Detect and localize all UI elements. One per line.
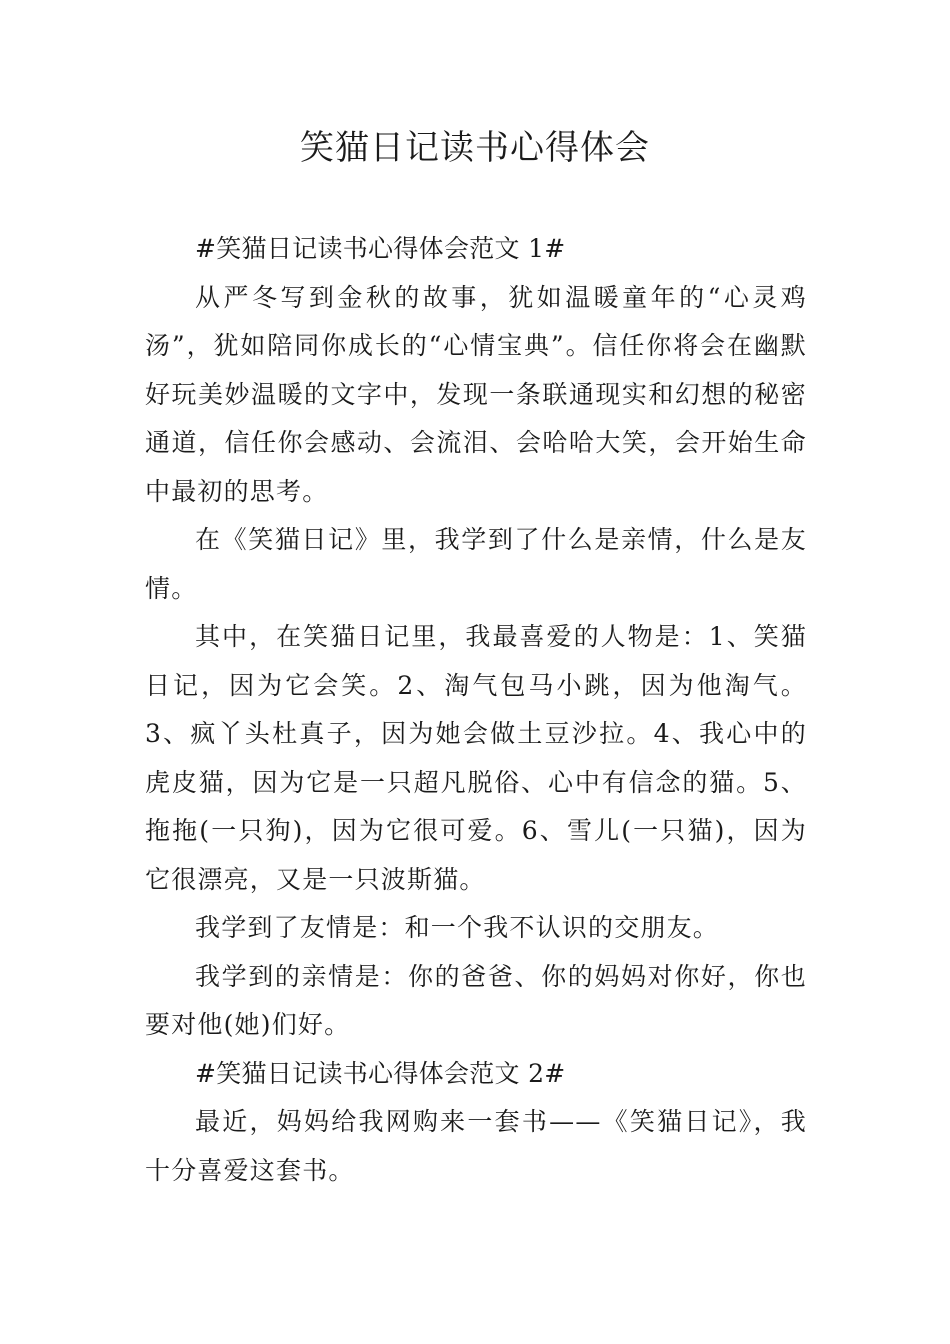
paragraph: 在《笑猫日记》里，我学到了什么是亲情，什么是友情。 — [145, 525, 807, 603]
section-heading-1: #笑猫日记读书心得体会范文 1# — [195, 234, 566, 263]
section-heading-2: #笑猫日记读书心得体会范文 2# — [195, 1058, 566, 1088]
paragraph: 最近，妈妈给我网购来一套书——《笑猫日记》，我十分喜爱这套书。 — [145, 1107, 807, 1185]
document-body — [145, 225, 807, 1195]
document-title: 笑猫日记读书心得体会 — [300, 128, 650, 168]
paragraph: 从严冬写到金秋的故事，犹如温暖童年的“心灵鸡汤”，犹如陪同你成长的“心情宝典”。信任你将会在幽默好玩美妙温暖的文字中，发现一条联通现实和幻想的秘密通道，信任你会感动、会流泪、会哈哈大笑，会开始生命中最初的思考。 — [145, 282, 807, 506]
paragraph: 其中，在笑猫日记里，我最喜爱的人物是：1、笑猫日记，因为它会笑。2、淘气包马小跳，因为他淘气。3、疯丫头杜真子，因为她会做土豆沙拉。4、我心中的虎皮猫，因为它是一只超凡脱俗、心中有信念的猫。5、拖拖(一只狗)，因为它很可爱。6、雪儿(一只猫)，因为它很漂亮，又是一只波斯猫。 — [145, 622, 807, 894]
paragraph: 我学到了友情是：和一个我不认识的交朋友。 — [195, 913, 720, 942]
paragraph: 我学到的亲情是：你的爸爸、你的妈妈对你好，你也要对他(她)们好。 — [145, 961, 807, 1039]
